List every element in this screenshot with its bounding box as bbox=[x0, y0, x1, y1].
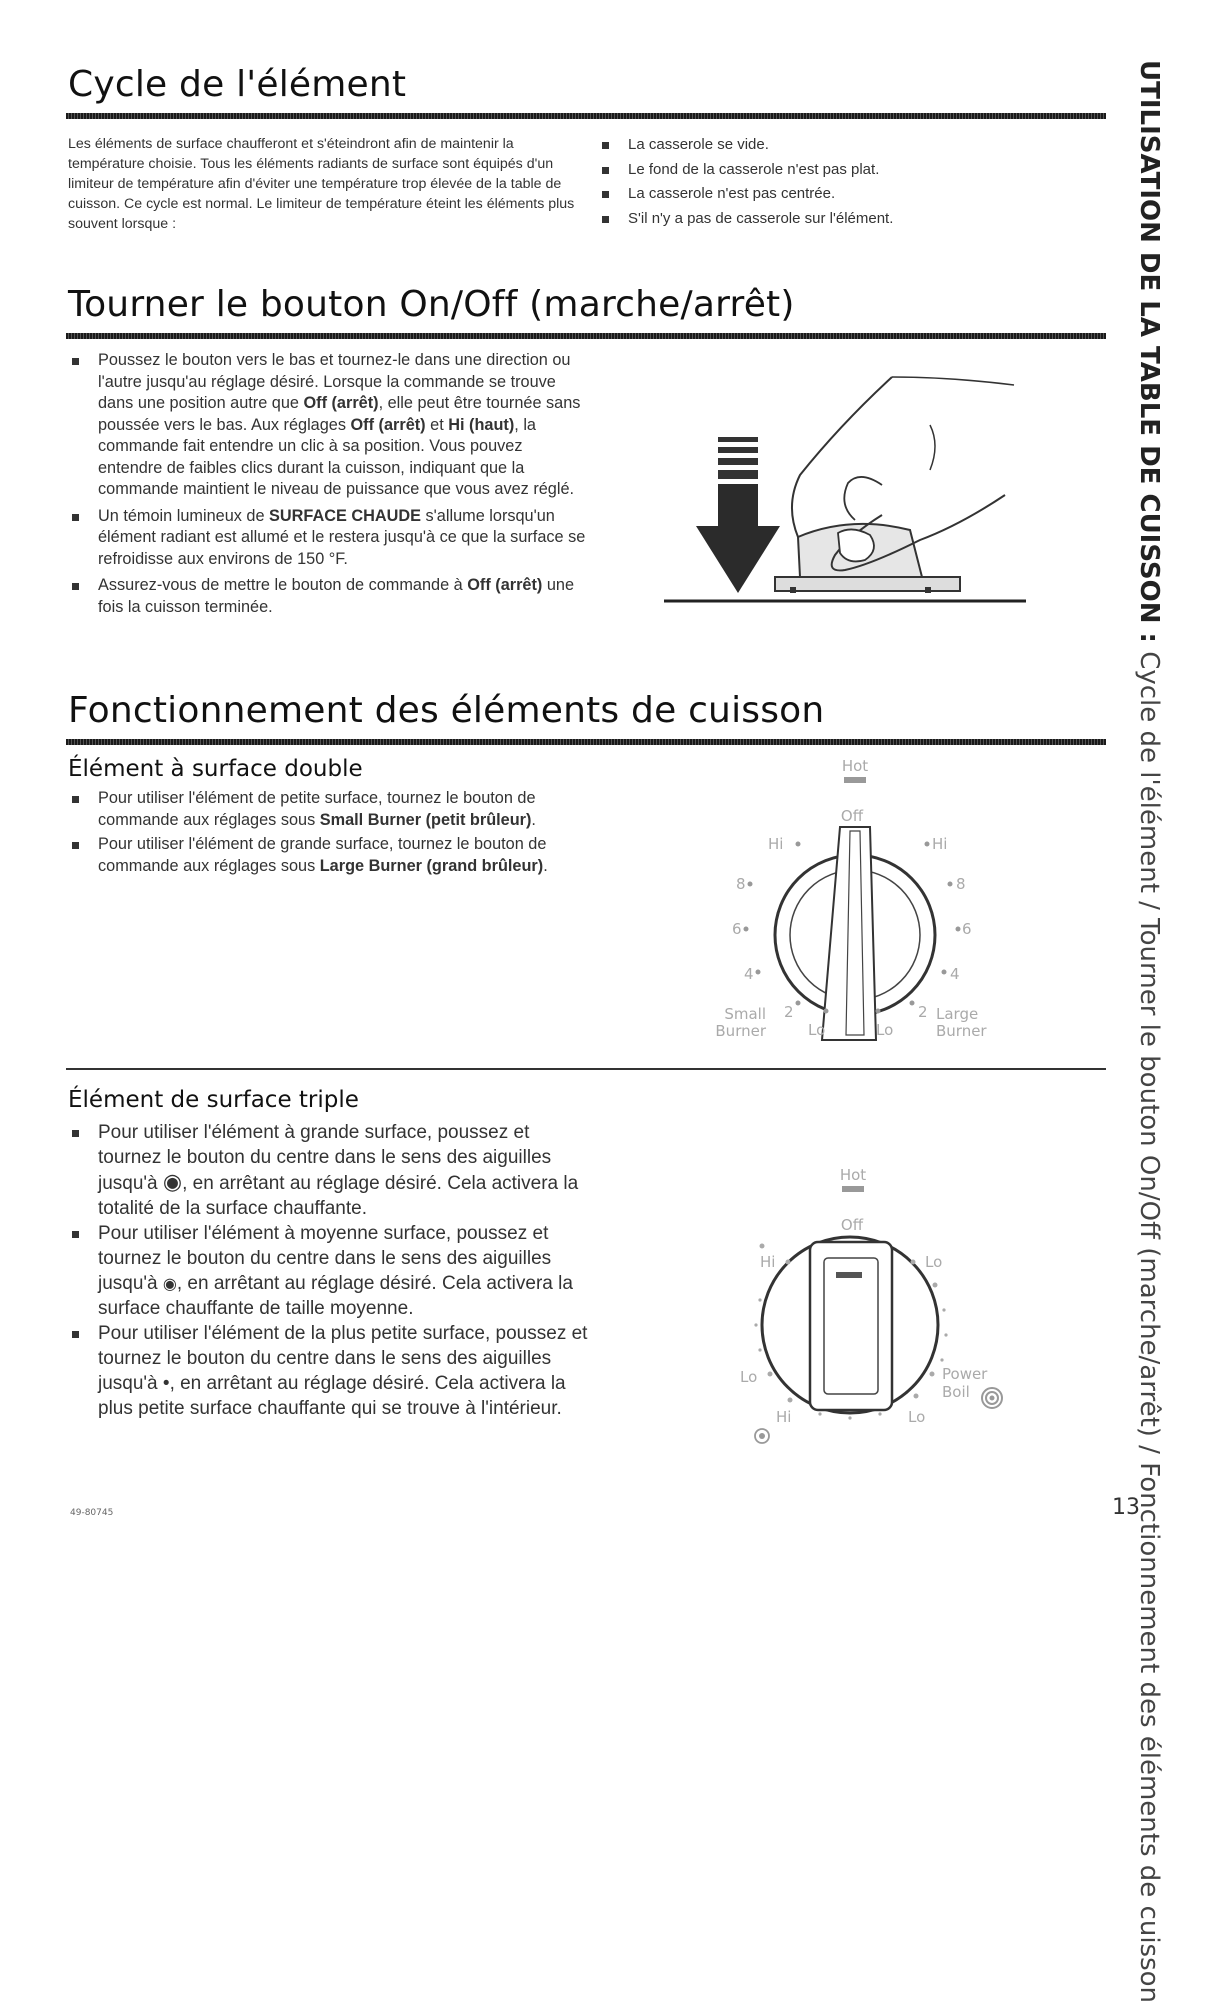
list-item bbox=[68, 506, 588, 571]
text: Assurez-vous de mettre le bouton de commande à bbox=[98, 576, 468, 594]
strong-text: SURFACE CHAUDE bbox=[269, 506, 422, 525]
page-number: 13 bbox=[1112, 1495, 1140, 1520]
hot-indicator bbox=[844, 777, 866, 783]
section-rule bbox=[66, 113, 1106, 119]
burner-left-label: Burner bbox=[715, 1022, 766, 1040]
cycle-bullet-list bbox=[598, 134, 1018, 232]
lo-left-label: Lo bbox=[740, 1368, 758, 1386]
text: s'allume lorsqu'un élément radiant est allumé et le restera jusqu'à ce que la surface se refroidisse aux environs de 150 °F. bbox=[98, 506, 586, 568]
lo-right-label: Lo bbox=[876, 1021, 894, 1039]
lo-top-label: Lo bbox=[925, 1253, 943, 1271]
knob-base bbox=[775, 577, 960, 591]
divider bbox=[66, 1068, 1106, 1070]
strong-text: Small Burner (petit brûleur) bbox=[319, 810, 532, 829]
list-item bbox=[68, 575, 588, 618]
double-element-knob bbox=[700, 755, 1010, 1050]
burner-right-label: Burner bbox=[936, 1022, 987, 1040]
boil-label: Boil bbox=[942, 1383, 970, 1401]
double-bullet-list bbox=[68, 788, 578, 877]
list-item: Le fond de la casserole n'est pas plat. bbox=[598, 159, 1018, 181]
push-down-arrow-icon bbox=[696, 437, 780, 593]
lo-left-label: Lo bbox=[808, 1021, 826, 1039]
subtitle-triple: Élément de surface triple bbox=[68, 1087, 359, 1113]
off-label: Off bbox=[840, 807, 864, 825]
setting-8-left: 8 bbox=[736, 875, 746, 893]
list-item: La casserole n'est pas centrée. bbox=[598, 183, 1018, 205]
text: Pour utiliser l'élément de petite surface, tournez le bouton de commande aux réglages sous bbox=[98, 789, 536, 829]
text: Pour utiliser l'élément à grande surface, poussez et tournez le bouton du centre dans le sens des aiguilles jusqu'à bbox=[98, 1122, 552, 1194]
setting-2-right: 2 bbox=[918, 1003, 928, 1021]
list-item: La casserole se vide. bbox=[598, 134, 1018, 156]
hi-right-label: Hi bbox=[932, 835, 948, 853]
small-element-icon: • bbox=[162, 1373, 170, 1394]
text: Pour utiliser l'élément à moyenne surface, poussez et tournez le bouton du centre dans le sens des aiguilles jusqu'à bbox=[98, 1223, 552, 1294]
text: . bbox=[543, 856, 548, 875]
text: Pour utiliser l'élément de grande surface, tournez le bouton de commande aux réglages sous bbox=[98, 835, 547, 875]
list-item: S'il n'y a pas de casserole sur l'élément. bbox=[598, 208, 1018, 230]
strong-text: Off (arrêt) bbox=[303, 394, 379, 412]
text: , en arrêtant au réglage désiré. Cela activera la surface chauffante de taille moyenne. bbox=[98, 1273, 573, 1319]
text: , elle peut être tournée sans poussée vers le bas. Aux réglages bbox=[98, 394, 581, 434]
section-rule bbox=[66, 739, 1106, 745]
text: , en arrêtant au réglage désiré. Cela activera la totalité de la surface chauffante. bbox=[98, 1173, 579, 1219]
list-item bbox=[68, 350, 588, 501]
power-label: Power bbox=[942, 1365, 988, 1383]
hot-label: Hot bbox=[839, 1166, 867, 1184]
text: une fois la cuisson terminée. bbox=[98, 576, 575, 616]
text: Poussez le bouton vers le bas et tournez-le dans une direction ou l'autre jusqu'au réglage désiré. Lorsque la commande se trouve dans une position autre que bbox=[98, 351, 571, 412]
list-item bbox=[68, 1120, 588, 1221]
section-title-elements: Fonctionnement des éléments de cuisson bbox=[68, 690, 825, 731]
hot-label: Hot bbox=[841, 757, 869, 775]
list-item bbox=[68, 788, 578, 831]
hot-indicator bbox=[842, 1186, 864, 1192]
small-label: Small bbox=[724, 1005, 766, 1023]
setting-8-right: 8 bbox=[956, 875, 966, 893]
knob-handle bbox=[810, 1242, 892, 1410]
triple-element-knob bbox=[720, 1160, 1020, 1460]
off-label: Off bbox=[840, 1216, 864, 1234]
text: Pour utiliser l'élément de la plus petite surface, poussez et tournez le bouton du centre dans le sens des aiguilles jusqu'à bbox=[98, 1323, 588, 1394]
medium-element-icon: ◉ bbox=[162, 1274, 177, 1293]
triple-bullet-list bbox=[68, 1120, 588, 1421]
list-item bbox=[68, 1321, 588, 1421]
subtitle-double: Élément à surface double bbox=[68, 756, 363, 782]
strong-text: Off (arrêt) bbox=[467, 576, 543, 594]
section-rule bbox=[66, 333, 1106, 339]
text: et bbox=[425, 415, 449, 434]
running-title-rest: Cycle de l'élément / Tourner le bouton On/Off (marche/arrêt) / Fonctionnement des éléments de cuisson bbox=[1134, 642, 1164, 2003]
hi-bottom-label: Hi bbox=[776, 1408, 792, 1426]
large-label: Large bbox=[936, 1005, 979, 1023]
hi-top-label: Hi bbox=[760, 1253, 776, 1271]
power-boil-icon bbox=[982, 1388, 1002, 1408]
hand-outline bbox=[792, 377, 892, 537]
strong-text: Large Burner (grand brûleur) bbox=[319, 856, 544, 875]
large-element-icon: ◉ bbox=[162, 1170, 183, 1195]
setting-6-left: 6 bbox=[732, 920, 742, 938]
large-element-mark-icon bbox=[755, 1429, 769, 1443]
setting-2-left: 2 bbox=[784, 1003, 794, 1021]
text: Un témoin lumineux de bbox=[98, 506, 270, 525]
cycle-intro: Les éléments de surface chaufferont et s'éteindront afin de maintenir la température choisie. Tous les éléments radiants de surface sont équipés d'un limiteur de température afin d'éviter une température trop élevée de la table de cuisson. Ce cycle est normal. Le limiteur de température éteint les éléments plus souvent lorsque : bbox=[68, 136, 575, 232]
hi-left-label: Hi bbox=[768, 835, 784, 853]
text: , en arrêtant au réglage désiré. Cela activera la plus petite surface chauffante qui se trouve à l'intérieur. bbox=[98, 1373, 566, 1419]
section-title-cycle: Cycle de l'élément bbox=[68, 64, 407, 105]
lo-bottom-label: Lo bbox=[908, 1408, 926, 1426]
setting-4-left: 4 bbox=[744, 965, 754, 983]
text: . bbox=[531, 810, 536, 829]
list-item bbox=[68, 834, 578, 877]
knob-bullet-list bbox=[68, 350, 588, 618]
strong-text: Hi (haut) bbox=[448, 415, 515, 434]
push-knob-illustration bbox=[660, 365, 1040, 615]
setting-6-right: 6 bbox=[962, 920, 972, 938]
running-title-caps: UTILISATION DE LA TABLE DE CUISSON : bbox=[1134, 60, 1164, 643]
text: , la commande fait entendre un clic à sa position. Vous pouvez entendre de faibles clics durant la cuisson, indiquant que la commande maintient le niveau de puissance que vous avez réglé. bbox=[98, 415, 575, 498]
strong-text: Off (arrêt) bbox=[350, 415, 426, 434]
setting-4-right: 4 bbox=[950, 965, 960, 983]
section-title-knob: Tourner le bouton On/Off (marche/arrêt) bbox=[68, 284, 795, 325]
document-code: 49-80745 bbox=[70, 1508, 114, 1518]
thumbnail bbox=[838, 529, 874, 561]
list-item bbox=[68, 1221, 588, 1321]
running-title-sidebar bbox=[1134, 60, 1164, 2003]
